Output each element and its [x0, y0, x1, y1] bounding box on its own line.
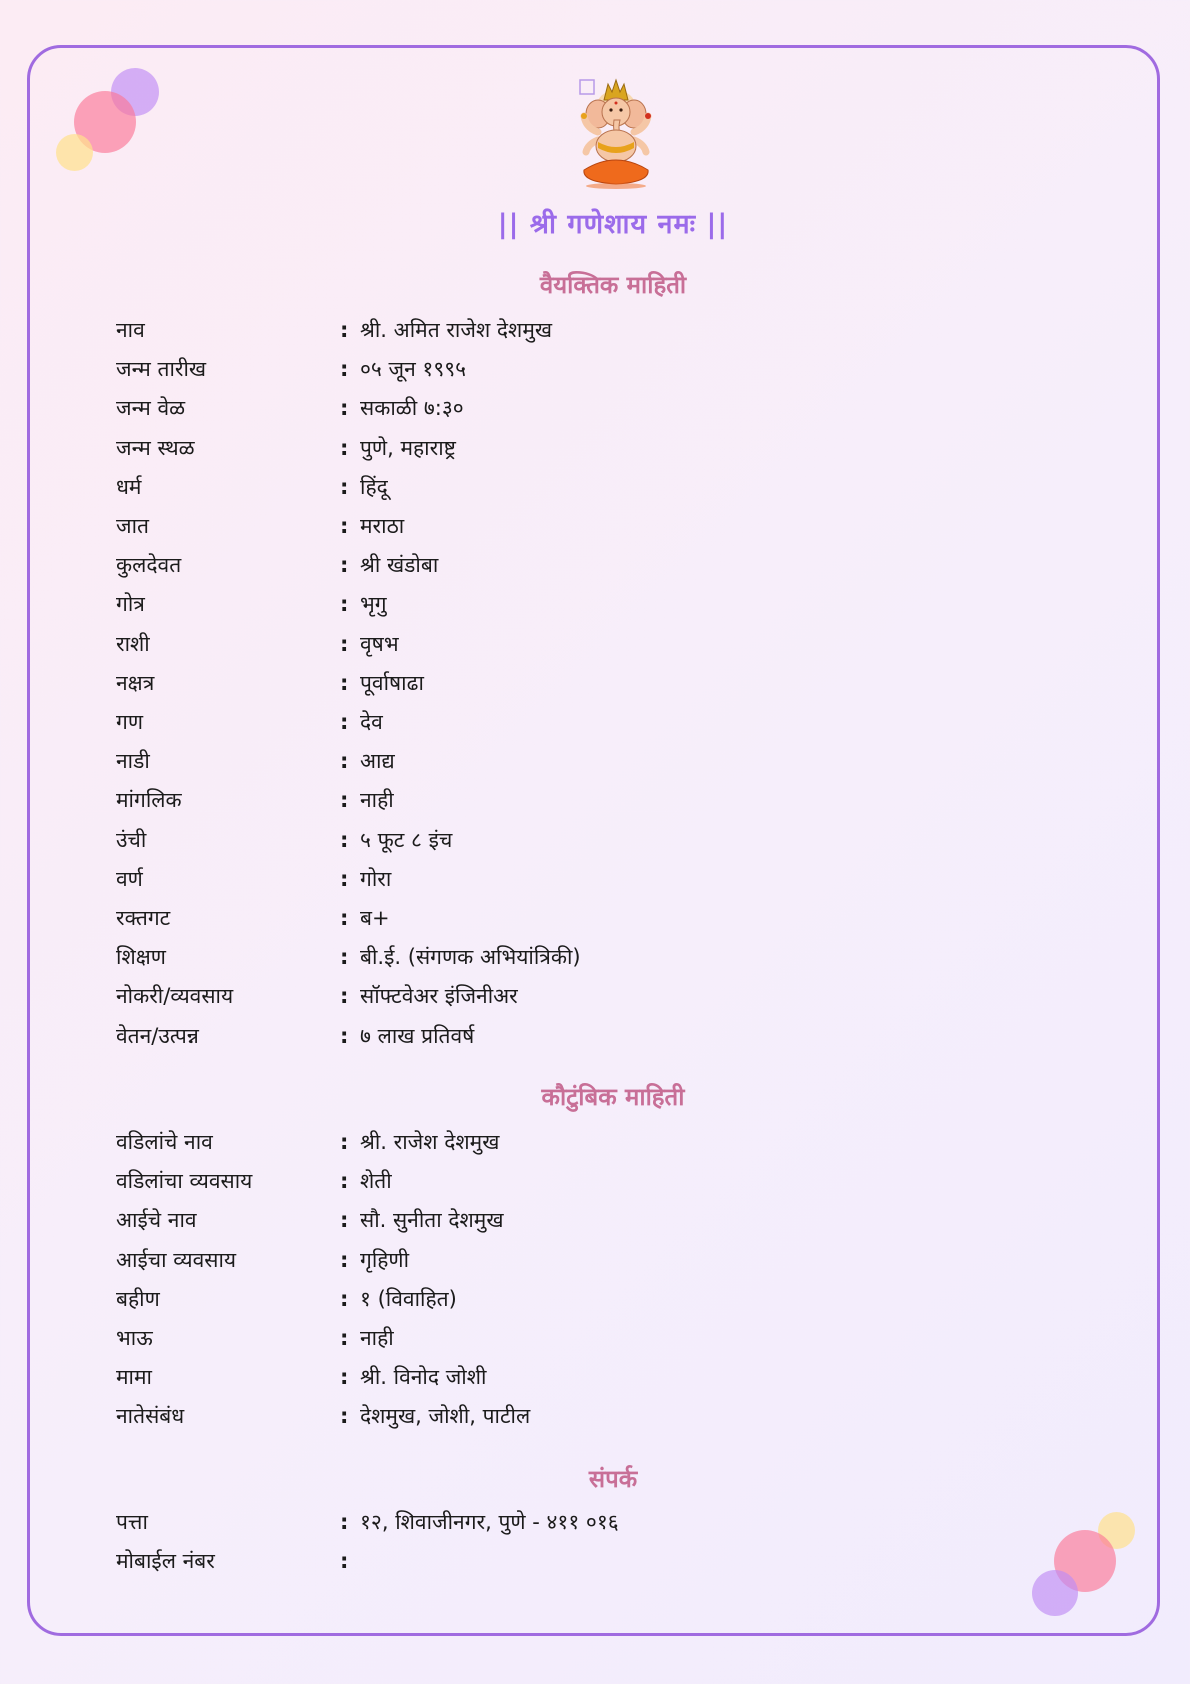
info-separator: :	[340, 827, 349, 852]
info-separator: :	[340, 592, 349, 617]
info-row	[116, 586, 1016, 622]
info-separator: :	[340, 710, 349, 734]
info-label: गोत्र	[116, 592, 145, 617]
info-value: मराठा	[360, 514, 405, 538]
invocation-heading: || श्री गणेशाय नमः ||	[497, 209, 729, 240]
info-value: ७ लाख प्रतिवर्ष	[360, 1023, 475, 1048]
info-label: मामा	[116, 1365, 152, 1390]
info-value: पूर्वाषाढा	[360, 670, 424, 695]
info-row	[116, 939, 1016, 975]
info-separator: :	[340, 474, 349, 499]
info-row	[116, 1543, 1016, 1579]
info-label: जात	[116, 514, 149, 538]
info-row	[116, 469, 1016, 505]
info-separator: :	[340, 553, 349, 578]
info-separator: :	[340, 1208, 349, 1233]
info-row	[116, 1504, 1016, 1540]
info-separator: :	[340, 1169, 349, 1194]
info-separator: :	[340, 514, 349, 538]
info-row	[116, 390, 1016, 426]
info-row	[116, 782, 1016, 818]
section-title-contact: संपर्क	[588, 1465, 638, 1493]
info-label: धर्म	[116, 474, 142, 499]
info-row	[116, 430, 1016, 466]
info-separator: :	[340, 631, 349, 656]
info-separator: :	[340, 945, 349, 970]
info-value: श्री. विनोद जोशी	[360, 1365, 487, 1390]
info-separator: :	[340, 435, 349, 460]
info-value: गोरा	[360, 866, 392, 891]
info-value: देशमुख, जोशी, पाटील	[360, 1404, 531, 1429]
info-row	[116, 1398, 1016, 1434]
info-label: मोबाईल नंबर	[116, 1549, 215, 1574]
info-row	[116, 1163, 1016, 1199]
info-label: मांगलिक	[116, 788, 182, 813]
info-row	[116, 1242, 1016, 1278]
decor-bubble	[1032, 1570, 1078, 1616]
info-label: रक्तगट	[116, 906, 171, 930]
info-value: बी.ई. (संगणक अभियांत्रिकी)	[360, 945, 581, 970]
info-separator: :	[340, 1549, 349, 1574]
info-separator: :	[340, 1404, 349, 1429]
info-label: नाडी	[116, 749, 150, 774]
info-row	[116, 665, 1016, 701]
info-row	[116, 1124, 1016, 1160]
info-row	[116, 704, 1016, 740]
info-value: श्री खंडोबा	[360, 553, 439, 578]
info-value: पुणे, महाराष्ट्र	[360, 435, 456, 460]
info-value: भृगु	[360, 592, 387, 617]
info-value: गृहिणी	[360, 1247, 410, 1272]
info-label: भाऊ	[116, 1326, 153, 1350]
info-value: ५ फूट ८ इंच	[360, 827, 453, 852]
info-label: नोकरी/व्यवसाय	[116, 984, 234, 1009]
info-value: श्री. राजेश देशमुख	[360, 1130, 500, 1154]
decor-bubble	[56, 134, 93, 171]
info-label: नातेसंबंध	[116, 1404, 185, 1429]
info-row	[116, 312, 1016, 348]
info-separator: :	[340, 1326, 349, 1350]
info-separator: :	[340, 396, 349, 421]
info-row	[116, 1320, 1016, 1356]
info-label: जन्म वेळ	[116, 396, 186, 421]
info-separator: :	[340, 1247, 349, 1272]
info-separator: :	[340, 1130, 349, 1154]
info-value: सॉफ्टवेअर इंजिनीअर	[360, 984, 518, 1009]
info-row	[116, 1202, 1016, 1238]
section-title-family: कौटुंबिक माहिती	[541, 1083, 685, 1111]
info-value: देव	[360, 710, 383, 734]
info-label: जन्म तारीख	[116, 357, 207, 382]
info-label: वेतन/उत्पन्न	[116, 1023, 199, 1048]
info-label: आईचे नाव	[116, 1208, 197, 1233]
info-value: सकाळी ७:३०	[360, 396, 464, 421]
info-separator: :	[340, 1023, 349, 1048]
info-row	[116, 978, 1016, 1014]
info-label: नाव	[116, 318, 145, 342]
info-row	[116, 861, 1016, 897]
info-label: उंची	[116, 827, 147, 852]
info-row	[116, 547, 1016, 583]
info-value: १ (विवाहित)	[360, 1286, 457, 1311]
info-separator: :	[340, 318, 349, 342]
info-value: शेती	[360, 1169, 392, 1194]
info-row	[116, 508, 1016, 544]
info-separator: :	[340, 866, 349, 891]
info-label: नक्षत्र	[116, 670, 155, 695]
info-label: वडिलांचे नाव	[116, 1130, 213, 1154]
info-label: वडिलांचा व्यवसाय	[116, 1169, 253, 1194]
info-value: वृषभ	[360, 631, 399, 656]
section-title-personal: वैयक्तिक माहिती	[539, 271, 687, 299]
info-label: आईचा व्यवसाय	[116, 1247, 237, 1272]
info-separator: :	[340, 1286, 349, 1311]
info-label: बहीण	[116, 1286, 160, 1311]
info-separator: :	[340, 788, 349, 813]
info-label: कुलदेवत	[116, 553, 182, 578]
info-label: वर्ण	[116, 866, 143, 891]
info-value: १२, शिवाजीनगर, पुणे - ४११ ०१६	[360, 1510, 619, 1534]
info-value: ब+	[360, 906, 390, 930]
info-row	[116, 1359, 1016, 1395]
info-separator: :	[340, 1365, 349, 1390]
info-row	[116, 900, 1016, 936]
info-row	[116, 743, 1016, 779]
info-value: नाही	[360, 1326, 394, 1350]
info-label: शिक्षण	[116, 945, 166, 970]
info-value: हिंदू	[360, 474, 388, 499]
info-value: श्री. अमित राजेश देशमुख	[360, 318, 553, 342]
info-label: गण	[116, 710, 144, 734]
info-row	[116, 1281, 1016, 1317]
info-separator: :	[340, 1510, 349, 1534]
info-separator: :	[340, 984, 349, 1009]
info-row	[116, 822, 1016, 858]
info-label: जन्म स्थळ	[116, 435, 195, 460]
info-separator: :	[340, 749, 349, 774]
info-row	[116, 1018, 1016, 1054]
ganesha-icon	[568, 78, 664, 190]
info-separator: :	[340, 357, 349, 382]
info-separator: :	[340, 670, 349, 695]
info-value: सौ. सुनीता देशमुख	[360, 1208, 504, 1233]
info-label: पत्ता	[116, 1510, 148, 1534]
info-value: आद्य	[360, 749, 395, 774]
info-label: राशी	[116, 631, 150, 656]
info-separator: :	[340, 906, 349, 930]
info-row	[116, 626, 1016, 662]
info-value: ०५ जून १९९५	[360, 357, 467, 382]
info-row	[116, 351, 1016, 387]
info-value: नाही	[360, 788, 394, 813]
